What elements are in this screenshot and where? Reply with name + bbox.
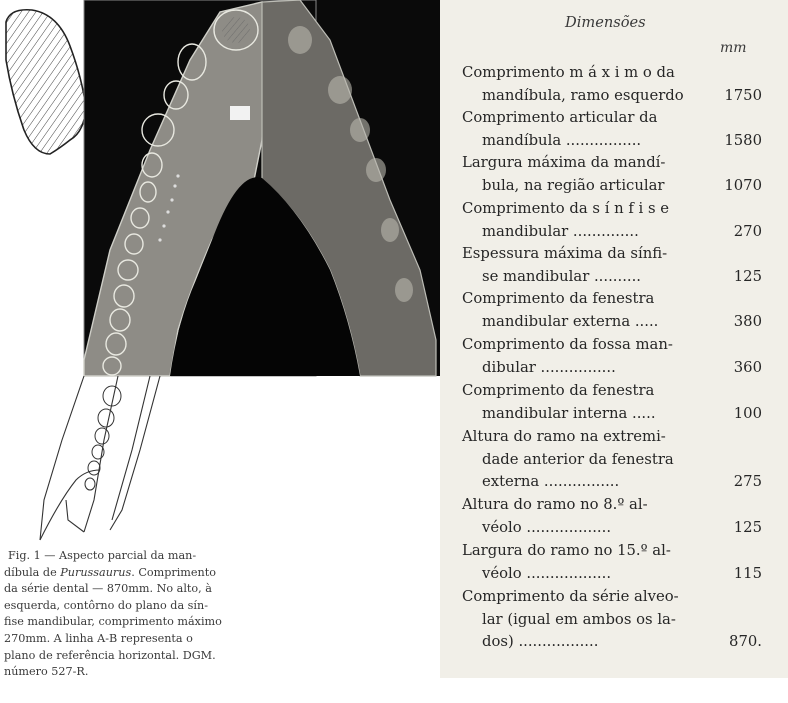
caption-line: fise mandibular, comprimento máximo xyxy=(4,615,222,629)
row-value: 360 xyxy=(733,358,762,376)
table-row: Comprimento da fenestra mandibular externa ..... 380 xyxy=(462,288,762,333)
table-row: Comprimento da fenestra mandibular interna ..... 100 xyxy=(462,380,762,425)
table-title: Dimensões xyxy=(565,14,646,31)
row-value: 275 xyxy=(733,473,762,491)
row-value: 100 xyxy=(733,404,762,422)
caption-line: Fig. 1 — Aspecto parcial da man- xyxy=(8,549,197,562)
table-row: Largura máxima da mandí- bula, na região articular 1070 xyxy=(462,152,762,197)
table-row: Comprimento articular da mandíbula ................ 1580 xyxy=(462,107,762,152)
symphysis-outline xyxy=(6,10,86,154)
genus-name: Purussaurus xyxy=(60,565,132,579)
row-value: 115 xyxy=(733,564,762,582)
table-row: Altura do ramo na extremi- dade anterior da fenestra externa ................ 275 xyxy=(462,426,762,494)
row-value: 125 xyxy=(733,518,762,536)
table-row: Largura do ramo no 15.º al- véolo .................. 115 xyxy=(462,540,762,585)
row-value: 1580 xyxy=(724,131,762,149)
table-row: Comprimento da fossa man- dibular ................ 360 xyxy=(462,334,762,379)
row-value: 270 xyxy=(733,222,762,240)
row-value: 1070 xyxy=(724,176,762,194)
row-value: 380 xyxy=(733,312,762,330)
figure-caption xyxy=(4,548,276,681)
row-value: 1750 xyxy=(724,86,762,104)
unit-header: mm xyxy=(720,40,747,56)
table-row: Comprimento da s í n f i s e mandibular .............. 270 xyxy=(462,198,762,243)
alveoli-drawing xyxy=(85,386,121,490)
table-row: Comprimento da série alveo- lar (igual em ambos os la- dos) ................. 870. xyxy=(462,586,762,654)
caption-line: número 527-R. xyxy=(4,665,89,679)
row-value: 125 xyxy=(733,267,762,285)
caption-line: esquerda, contôrno do plano da sín- xyxy=(4,598,208,612)
caption-line: díbula de Purussaurus. Comprimento xyxy=(4,565,216,579)
table-row: Altura do ramo no 8.º al- véolo .................. 125 xyxy=(462,494,762,539)
mandible-drawing xyxy=(40,376,160,540)
dimensions-table xyxy=(440,0,788,678)
row-value: 870. xyxy=(729,633,762,651)
caption-line: da série dental — 870mm. No alto, à xyxy=(4,582,212,596)
caption-line: 270mm. A linha A-B representa o xyxy=(4,631,193,645)
caption-line: plano de referência horizontal. DGM. xyxy=(4,648,216,662)
table-row: Espessura máxima da sínfi- se mandibular .......... 125 xyxy=(462,243,762,288)
table-row: Comprimento m á x i m o da mandíbula, ramo esquerdo 1750 xyxy=(462,62,762,107)
